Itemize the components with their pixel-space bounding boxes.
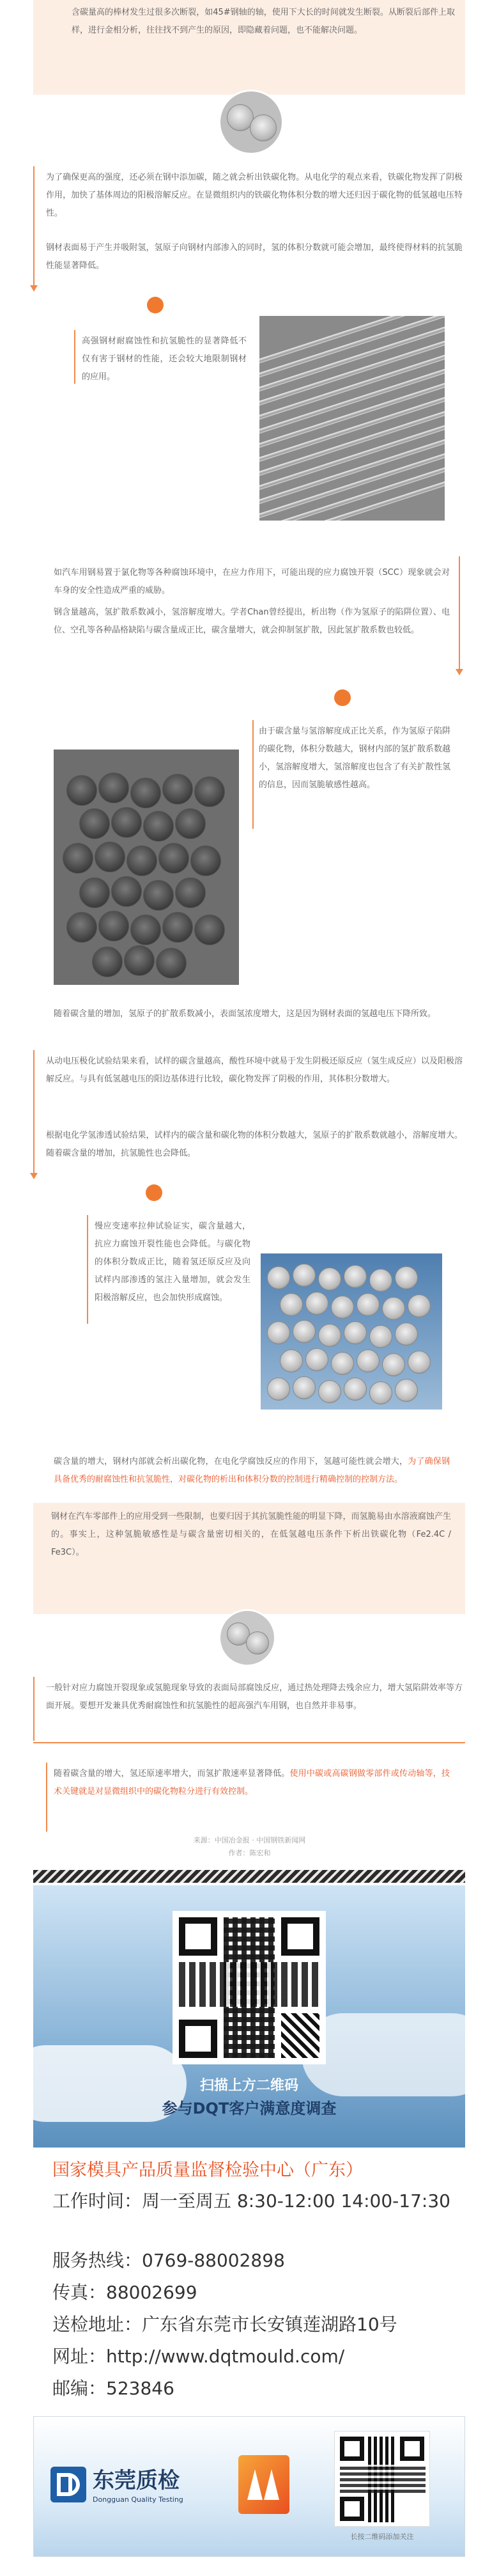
paragraph-11-plain: 碳含量的增大，钢材内部就会析出碳化物，在电化学腐蚀反应的作用下，氢越可能性就会增大， [54, 1457, 408, 1466]
paragraph-8: 从动电压极化试验结果来看，试样的碳含量越高，酸性环境中就易于发生阴极还原反应（氢生成反应）以及阳极溶解反应。与具有低氢越电压的阳边基体进行比较，碳化物发挥了阴极的作用，其体积分数增大。 [46, 1056, 463, 1084]
footer-org: 国家模具产品质量监督检验中心（广东） [52, 2160, 363, 2180]
arrow-down-icon [30, 1173, 38, 1179]
follow-qr-code-icon[interactable] [334, 2431, 430, 2527]
footer-postcode: 邮编：523846 [52, 2378, 174, 2399]
paragraph-3: 高强钢材耐腐蚀性和抗氢脆性的显著降低不仅有害于钢材的性能，还会较大地限制钢材的应用。 [82, 336, 247, 382]
paragraph-1: 为了确保更高的强度，还必须在钢中添加碳，随之就会析出铁碳化物。从电化学的观点来看，铁碳化物发挥了阴极作用，加快了基体周边的阳极溶解反应。在显微组织内的铁碳化物体积分数的增大还归因于碳化物的低氢越电压特性。 [46, 173, 463, 218]
paragraph-6: 由于碳含量与氢溶解度成正比关系，作为氢原子陷阱的碳化物，体积分数越大，钢材内部的氢扩散系数越小，氢溶解度增大，氢溶解度也包含了有关扩散性氢的信息，因而氢脆敏感性越高。 [259, 726, 450, 790]
footer-fax: 传真：88002699 [52, 2282, 197, 2303]
qr-code-icon[interactable] [173, 1911, 326, 2064]
footer-website[interactable]: 网址：http://www.dqtmould.com/ [52, 2346, 345, 2367]
footer-hours: 工作时间：周一至周五 8:30-12:00 14:00-17:30 [52, 2190, 450, 2211]
qr-banner-line1: 扫描上方二维码 [199, 2078, 298, 2094]
paragraph-5: 钢含量越高，氢扩散系数减小，氢溶解度增大。学者Chan曾经提出，析出物（作为氢原子的陷阱位置）、电位、空孔等各种晶格缺陷与碳含量成正比，碳含量增大，就会抑制氢扩散，因此氢扩散系数也较低。 [54, 608, 450, 635]
qr-banner [33, 1885, 465, 2148]
section-line [33, 166, 35, 288]
dot-icon [146, 1184, 162, 1201]
follow-caption: 长按二维码添加关注 [350, 2533, 414, 2541]
divider-band [33, 1870, 465, 1883]
section-line [46, 1763, 47, 1832]
paragraph-14-highlight: 使用中碳或高碳钢做零部件或传动轴等，技术关键就是对显微组织中的碳化物粒分进行有效控制。 [54, 1769, 450, 1796]
section-line [252, 720, 254, 829]
intro-box [33, 0, 465, 95]
section-line [87, 1215, 88, 1324]
paragraph-4: 如汽车用钢易置于氯化物等各种腐蚀环境中，在应力作用下，可能出现的应力腐蚀开裂（SCC）现象就会对车身的安全性造成严重的威胁。 [54, 568, 450, 595]
arrow-down-icon [456, 669, 463, 675]
steel-bars-photo [259, 316, 445, 521]
brand-banner [33, 2416, 465, 2557]
paragraph-13: 一般针对应力腐蚀开裂现象或氢脆现象导致的表面局部腐蚀反应，通过热处理降去残余应力，增大氢陷阱效率等方面开展。要想开发兼具优秀耐腐蚀性和抗氢脆性的超高强汽车用钢，也自然并非易事。 [46, 1683, 463, 1711]
paragraph-11-highlight: 为了确保钢具备优秀的耐腐蚀性和抗氢脆性，对碳化物的析出和体积分数的控制进行精确控制的控制方法。 [54, 1457, 450, 1484]
paragraph-2: 钢材表面易于产生并吸附氢，氢原子向钢材内部渗入的同时，氢的体积分数就可能会增加，最终使得材料的抗氢脆性能显著降低。 [46, 243, 463, 271]
dqt-logo-icon [50, 2467, 86, 2502]
footer-address: 送检地址：广东省东莞市长安镇莲湖路10号 [52, 2314, 397, 2335]
author-line: 作者：陈宏和 [228, 1849, 271, 1857]
section-line [33, 1677, 35, 1741]
paragraph-7: 随着碳含量的增加，氢原子的扩散系数减小，表面氢浓度增大，这是因为钢材表面的氢越电压下降所致。 [54, 1009, 436, 1019]
mould-logo-icon [238, 2455, 289, 2514]
brand-name-en: Dongguan Quality Testing [93, 2495, 183, 2504]
round-bars-photo [261, 1253, 442, 1410]
section-line [33, 1742, 465, 1743]
intro-text: 含碳量高的棒材发生过很多次断裂，如45#钢轴的轴，使用下大长的时间就发生断裂。从断裂后部件上取样，进行金相分析，往往找不到产生的原因，即隐藏着问题，也不能解决问题。 [72, 8, 455, 35]
paragraph-12: 钢材在汽车零部件上的应用受到一些限制，也要归因于其抗氢脆性能的明显下降，而氢脆易由水溶液腐蚀产生的。事实上，这种氢脆敏感性是与碳含量密切相关的，在低氢越电压条件下析出铁碳化物（Fe2.4C / Fe3C）。 [51, 1512, 451, 1557]
dot-icon [334, 689, 351, 706]
arrow-down-icon [30, 285, 38, 292]
section-line [74, 330, 75, 384]
source-line: 来源：中国冶金报 · 中国钢铁新闻网 [193, 1836, 306, 1844]
dot-icon [147, 297, 164, 313]
rebar-bundle-photo [54, 750, 239, 985]
footer-hotline: 服务热线：0769-88002898 [52, 2250, 285, 2271]
paragraph-11 [54, 1453, 450, 1489]
highlight-box [33, 1503, 465, 1614]
section-line [33, 1050, 35, 1175]
round-image [219, 1609, 276, 1667]
intro-round-image [219, 90, 284, 155]
brand-name-cn: 东莞质检 [93, 2468, 180, 2494]
paragraph-14 [54, 1765, 450, 1801]
qr-banner-line2: 参与DQT客户满意度调查 [162, 2100, 337, 2117]
paragraph-10: 慢应变速率拉伸试验证实，碳含量越大，抗应力腐蚀开裂性能也会降低。与碳化物的体积分数成正比，随着氢还原反应及向试样内部渗透的氢注入量增加，就会发生阳极溶解反应，也会加快形成腐蚀。 [95, 1221, 250, 1303]
paragraph-14-plain: 随着碳含量的增大，氢还原速率增大，而氢扩散速率显著降低。 [54, 1769, 290, 1779]
paragraph-9: 根据电化学氢渗透试验结果，试样内的碳含量和碳化物的体积分数越大，氢原子的扩散系数就越小，溶解度增大。随着碳含量的增加，抗氢脆性也会降低。 [46, 1131, 463, 1158]
section-line [459, 556, 460, 671]
